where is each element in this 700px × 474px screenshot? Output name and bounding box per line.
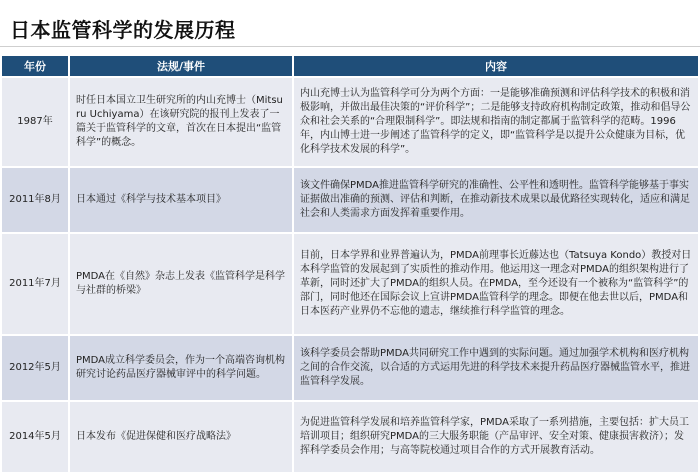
year-cell: 2014年5月 (2, 402, 68, 472)
content-cell: 为促进监管科学发展和培养监管科学家，PMDA采取了一系列措施，主要包括：扩大员工培训项目；组织研究PMDA的三大服务职能（产品审评、安全对策、健康损害救济）；发挥科学委员会作用；与高等院校通过项目合作的方式开展教育活动。 (294, 402, 698, 472)
table-row (2, 78, 698, 166)
event-cell: 日本发布《促进保健和医疗战略法》 (70, 402, 292, 472)
table-header-row (2, 56, 698, 76)
table-row (2, 234, 698, 334)
header-event: 法规/事件 (70, 56, 292, 76)
content-cell: 内山充博士认为监管科学可分为两个方面：一是能够准确预测和评估科学技术的积极和消极影响，并做出最佳决策的“评价科学”；二是能够支持政府机构制定政策，推动和倡导公众和社会关系的“合理限制科学”。即法规和指南的制定都属于监管科学的范畴。1996年，内山博士进一步阐述了监管科学的定义，即“监管科学是以提升公众健康为目标，优化科学技术发展的科学”。 (294, 78, 698, 166)
year-cell: 1987年 (2, 78, 68, 166)
page-title: 日本监管科学的发展历程 (10, 18, 236, 42)
content-cell: 该科学委员会帮助PMDA共同研究工作中遇到的实际问题。通过加强学术机构和医疗机构之间的合作交流，以合适的方式运用先进的科学技术来提升药品医疗器械监管水平，推进监管科学发展。 (294, 336, 698, 400)
table-row (2, 168, 698, 232)
event-cell: PMDA成立科学委员会，作为一个高端咨询机构研究讨论药品医疗器械审评中的科学问题。 (70, 336, 292, 400)
content-cell: 该文件确保PMDA推进监管科学研究的准确性、公平性和透明性。监管科学能够基于事实证据做出准确的预测、评估和判断，在推动新技术成果以最优路径实现转化，适应和满足社会和人类需求方面发挥着重要作用。 (294, 168, 698, 232)
history-table (0, 54, 700, 474)
header-content: 内容 (294, 56, 698, 76)
content-cell: 目前，日本学界和业界普遍认为，PMDA前理事长近藤达也（Tatsuya Kondo）教授对日本科学监管的发展起到了实质性的推动作用。他运用这一理念对PMDA的组织架构进行了革新，同时还扩大了PMDA的组织人员。在PMDA，至今还设有一个被称为“监管科学”的部门，同时他还在国际会议上宣讲PMDA监管科学的理念。即便在他去世以后，PMDA和日本医药产业界仍不忘他的遗志，继续推行科学监管的理念。 (294, 234, 698, 334)
year-cell: 2011年7月 (2, 234, 68, 334)
event-cell: 日本通过《科学与技术基本项目》 (70, 168, 292, 232)
table-row (2, 336, 698, 400)
year-cell: 2012年5月 (2, 336, 68, 400)
year-cell: 2011年8月 (2, 168, 68, 232)
table-row (2, 402, 698, 472)
header-year: 年份 (2, 56, 68, 76)
event-cell: 时任日本国立卫生研究所的内山充博士（Mitsuru Uchiyama）在该研究院的报刊上发表了一篇关于监管科学的文章，首次在日本提出“监管科学”的概念。 (70, 78, 292, 166)
title-divider (0, 46, 700, 47)
event-cell: PMDA在《自然》杂志上发表《监管科学是科学与社群的桥梁》 (70, 234, 292, 334)
